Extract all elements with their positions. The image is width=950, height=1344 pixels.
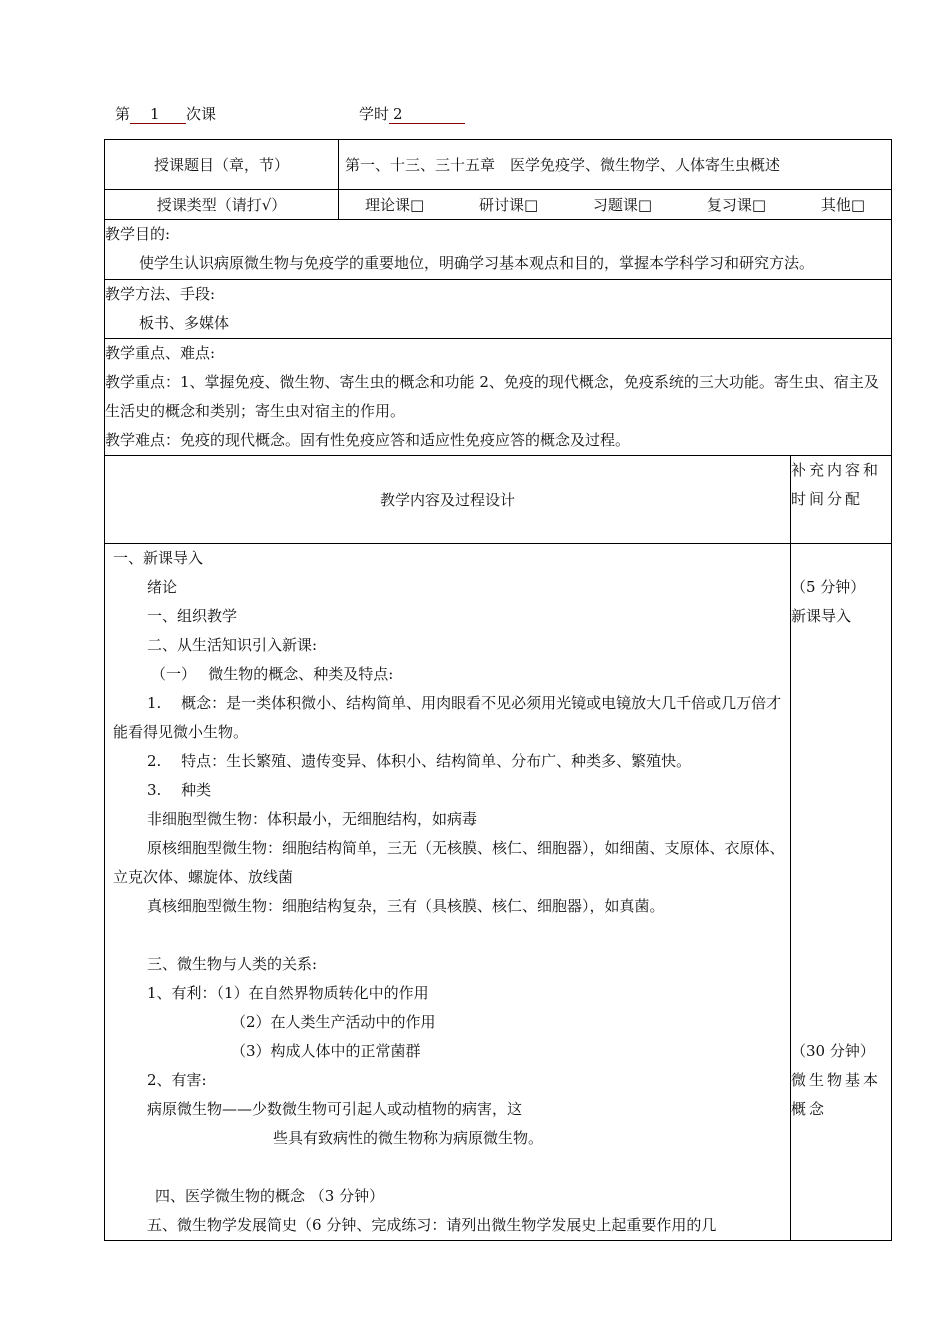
content-line: 非细胞型微生物：体积最小，无细胞结构，如病毒 <box>147 810 478 828</box>
lesson-header <box>115 103 875 125</box>
goal-label: 教学目的: <box>105 225 171 243</box>
content-line: （3）构成人体中的正常菌群 <box>231 1042 421 1060</box>
side-note-text: 微生物基本概念 <box>791 1071 882 1118</box>
type-option-review[interactable]: 复习课□ <box>706 195 767 214</box>
content-line: 四、医学微生物的概念 （3 分钟） <box>155 1187 385 1205</box>
side-note-text: 新课导入 <box>791 607 852 625</box>
type-option-exercise[interactable]: 习题课□ <box>592 195 653 214</box>
content-line: 二、从生活知识引入新课: <box>147 636 318 654</box>
focus-label: 教学重点、难点: <box>105 344 216 362</box>
type-option-theory[interactable]: 理论课□ <box>365 195 425 214</box>
content-line: 1、有利：（1）在自然界物质转化中的作用 <box>147 984 429 1002</box>
content-line: 3. 种类 <box>147 781 212 799</box>
content-line: 一、组织教学 <box>147 607 238 625</box>
content-line: （2）在人类生产活动中的作用 <box>231 1013 436 1031</box>
content-line: 一、新课导入 <box>113 549 204 567</box>
side-note-time: （30 分钟） <box>791 1042 875 1060</box>
focus-difficult: 教学难点：免疫的现代概念。固有性免疫应答和适应性免疫应答的概念及过程。 <box>105 431 631 449</box>
side-note-time: （5 分钟） <box>791 578 866 596</box>
content-line: 原核细胞型微生物：细胞结构简单，三无（无核膜、核仁、细胞器），如细菌、支原体、衣原体、立克次体、螺旋体、放线菌 <box>113 839 785 886</box>
method-text: 板书、多媒体 <box>139 314 230 332</box>
side-notes <box>791 544 892 1241</box>
content-line: 病原微生物——少数微生物可引起人或动植物的病害，这 <box>147 1100 523 1118</box>
content-line: 绪论 <box>147 578 178 596</box>
content-line: 真核细胞型微生物：细胞结构复杂，三有（具核膜、核仁、细胞器），如真菌。 <box>147 897 665 915</box>
goal-section <box>105 220 892 280</box>
lesson-hours: 学时 2 <box>359 103 465 124</box>
content-line: 2、有害: <box>147 1071 207 1089</box>
type-option-other[interactable]: 其他□ <box>820 195 865 214</box>
type-option-seminar[interactable]: 研讨课□ <box>478 195 539 214</box>
lesson-number: 第 1 次课 <box>115 105 217 123</box>
type-options <box>339 192 891 218</box>
content-line: 1. 概念：是一类体积微小、结构简单、用肉眼看不见必须用光镜或电镜放大几千倍或几万倍才能看得见微小生物。 <box>113 694 782 741</box>
content-body <box>105 544 791 1241</box>
focus-key: 教学重点：1、掌握免疫、微生物、寄生虫的概念和功能 2、免疫的现代概念，免疫系统的三大功能。寄生虫、宿主及生活史的概念和类别；寄生虫对宿主的作用。 <box>105 373 879 420</box>
lesson-plan-table <box>104 139 892 1241</box>
content-line: （一） 微生物的概念、种类及特点: <box>151 665 394 683</box>
topic-label: 授课题目（章，节） <box>105 140 339 190</box>
topic-value: 第一、十三、三十五章 医学免疫学、微生物学、人体寄生虫概述 <box>339 140 892 190</box>
focus-section <box>105 339 892 456</box>
goal-text: 使学生认识病原微生物与免疫学的重要地位，明确学习基本观点和目的，掌握本学科学习和研究方法。 <box>139 254 815 272</box>
side-header: 补充内容和时间分配 <box>791 456 892 544</box>
content-line: 些具有致病性的微生物称为病原微生物。 <box>273 1129 544 1147</box>
content-title: 教学内容及过程设计 <box>105 456 791 544</box>
method-section <box>105 280 892 339</box>
content-line: 五、微生物学发展简史（6 分钟、完成练习：请列出微生物学发展史上起重要作用的几 <box>147 1216 717 1234</box>
type-label: 授课类型（请打√） <box>105 190 339 220</box>
content-line: 2. 特点：生长繁殖、遗传变异、体积小、结构简单、分布广、种类多、繁殖快。 <box>147 752 692 770</box>
method-label: 教学方法、手段: <box>105 285 216 303</box>
content-line: 三、微生物与人类的关系: <box>147 955 318 973</box>
